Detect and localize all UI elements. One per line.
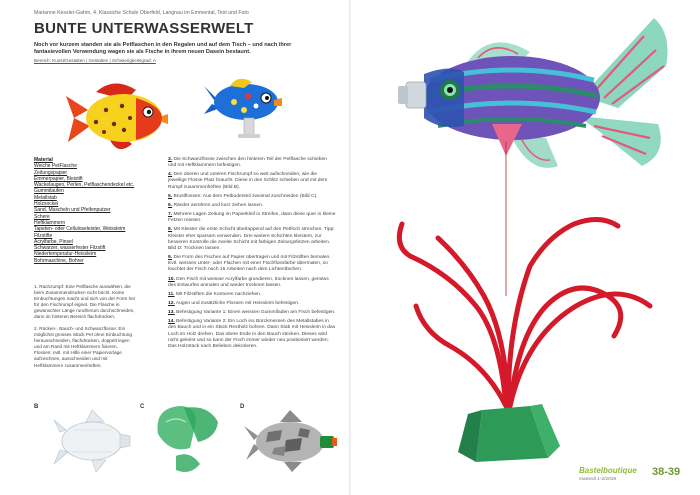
step-item: 6. Ränder anrühren und kurz ziehen lassen. (168, 202, 264, 208)
big-fish-sculpture-photo (380, 6, 680, 476)
step-item: 8. Mit Kleister die erste Schicht überlappend auf den Petfisch streichen. Tipp: Kleister eher sparsam verwenden. Drei weitere Schichten kleistern, zur besseren Kontrolle die zweite Schicht mit farbigen Zeitungsfetzen arbeiten. Bild D: Trocknen lassen. (168, 227, 335, 251)
author-credit: Marianne Kessler-Gahm, 4. Klassiche Schule Oberfeld, Langnau im Emmental, Text und Foto (34, 10, 249, 16)
step-item: 7. Mehrere Lagen Zeitung im Papierkleif in Streifen, dann diese quer in kleine Fetzen reissen. (168, 212, 336, 224)
page-numbers: 38-39 (652, 466, 681, 478)
material-item: Gummilaufen (34, 188, 64, 195)
step-item: 4. Den oberen und unteren Fischrumpf so weit aufschneiden, wie die jeweilige Flosse Platz braucht. Diese in den Schlitz schieben und mit dem Rumpf zusammenheften (Bild B). (168, 172, 328, 190)
page-gutter (349, 0, 351, 495)
step-item: 13. Befestigung Variante 1: Einen weissen Gummifaden am Fisch befestigen. (168, 310, 336, 316)
footer-brand: Bastelboutique (579, 466, 637, 475)
bottle-photo-b (52, 410, 134, 472)
material-item: Wackelaugen, Perlen, Petflaschendeckel etc. (34, 182, 135, 189)
material-item: Zeitungspapier (34, 169, 68, 176)
material-item: Schere (34, 213, 50, 220)
material-item: Metallstab (34, 194, 57, 201)
step-item: 5. Brustflossen: Aus dem Petbodenteil zweimal zuschneiden (Bild C). (168, 193, 318, 199)
step-item: 14. Befestigung Variante 2: Ein Loch ins Bürckmessen des Metallstabes in den Bauch und in ein Stück Restholz bohren. Dann Stab mit Heissleim in das Loch im Holz drehen. Das obere Ende in den Bauch stecken. Dieses wird nicht geleimt und so kann der Fisch immer wieder neu positioniert werden. Das Holzstück nach Belieben dekorieren. (168, 319, 336, 349)
material-item: Bohrmaschine, Bohrer (34, 257, 84, 264)
material-item: Sand, Muscheln und Pfeifenputzer (34, 207, 111, 214)
step-item: 3. Die Schwanzflosse zwischen den hinteren Teil der Petflasche schieben und mit Heftklammern befestigen. (168, 157, 327, 169)
material-item: Heftklammern (34, 219, 66, 226)
instruction-note-1: 1. Rachzumpf: Eine Petflasche auswählen, die beim Zusammendrücken nicht bricht. Keine Einbuchtungen macht und sich von der Form her für den Fischrumpf eignet. Die Flasche in gewünschter Länge rundherum durchschneiden, dann im hinteren Bereich flachdrücken. (34, 284, 136, 320)
material-item: Tapeten- oder Celluloseleister, Weissleim (34, 226, 126, 233)
footer-issue: maniedi 1-2/2019 (579, 477, 617, 482)
material-item: Acrylfarbe, Pinsel (34, 238, 73, 245)
material-item: Niedertemperatur-Heissleim (34, 251, 97, 258)
material-item: Filzstifte (34, 232, 53, 239)
step-item: 11. Mit Filzstiften die Konturen nachziehen. (168, 291, 262, 297)
yellow-fish-photo (66, 78, 176, 158)
step-item: 12. Augen und zusätzliche Flossen mit Heissleim befestigen. (168, 300, 300, 306)
instruction-note-2: 2. Rücken-, Bauch- und Schwanzflosse: Ein möglichst grosses Stück Pet ohne Einbuchtung herausschneiden, flachdrücken, doppelt legen und am Rand mit Heftklammern fixieren. Flossen: evtl. mit Hilfe einer Papiervorlage aufzeichnen, ausschneiden und mit Heftklammern zusammenheften. (34, 326, 132, 368)
blue-fish-photo (204, 74, 294, 140)
material-item: Emmerpapier, Bleistift (34, 175, 83, 182)
material-item: Weiche PetFlasche (34, 163, 77, 170)
material-item: Holzsockel (34, 201, 59, 208)
green-bottle-photo-c (150, 404, 226, 480)
instruction-steps (168, 157, 336, 353)
article-meta: Bereich: Kunst/Gestalten | Gestalten | Schwierigkeitsgrad: A (34, 58, 156, 63)
material-item: Schwarzer, wasserfester Filzstift (34, 245, 106, 252)
materials-list (34, 157, 134, 264)
photo-label-c: C (140, 404, 145, 410)
step-item: 9. Die Form des Fisches auf Papier übertragen und mit Filzstiften bemalen. Evtl. weisses Unter- oder Flachen mit einer Fischflossfarbe übermalen, so leuchtet der Fisch noch 15 Arbeiten nach dem Lichtentfachen. (168, 255, 331, 273)
newspaper-fish-photo-d (244, 410, 340, 474)
photo-label-b: B (34, 404, 39, 410)
article-intro: Noch vor kurzem standen sie als Petflaschen in den Regalen und auf dem Tisch – und nach ihrer fantasievollen Verwendung wagen sie als Fische in ihrem neuen Dasein bestaunt. (34, 42, 292, 56)
article-title: BUNTE UNTERWASSERWELT (34, 20, 254, 37)
materials-title: Material (34, 157, 53, 163)
photo-label-d: D (240, 404, 245, 410)
step-item: 10. Den Fisch mit weisser Acrylfarbe grundieren, trocknen lassen, gemäss des Entwurfes anmalen und wieder trocknen lassen. (168, 276, 329, 288)
